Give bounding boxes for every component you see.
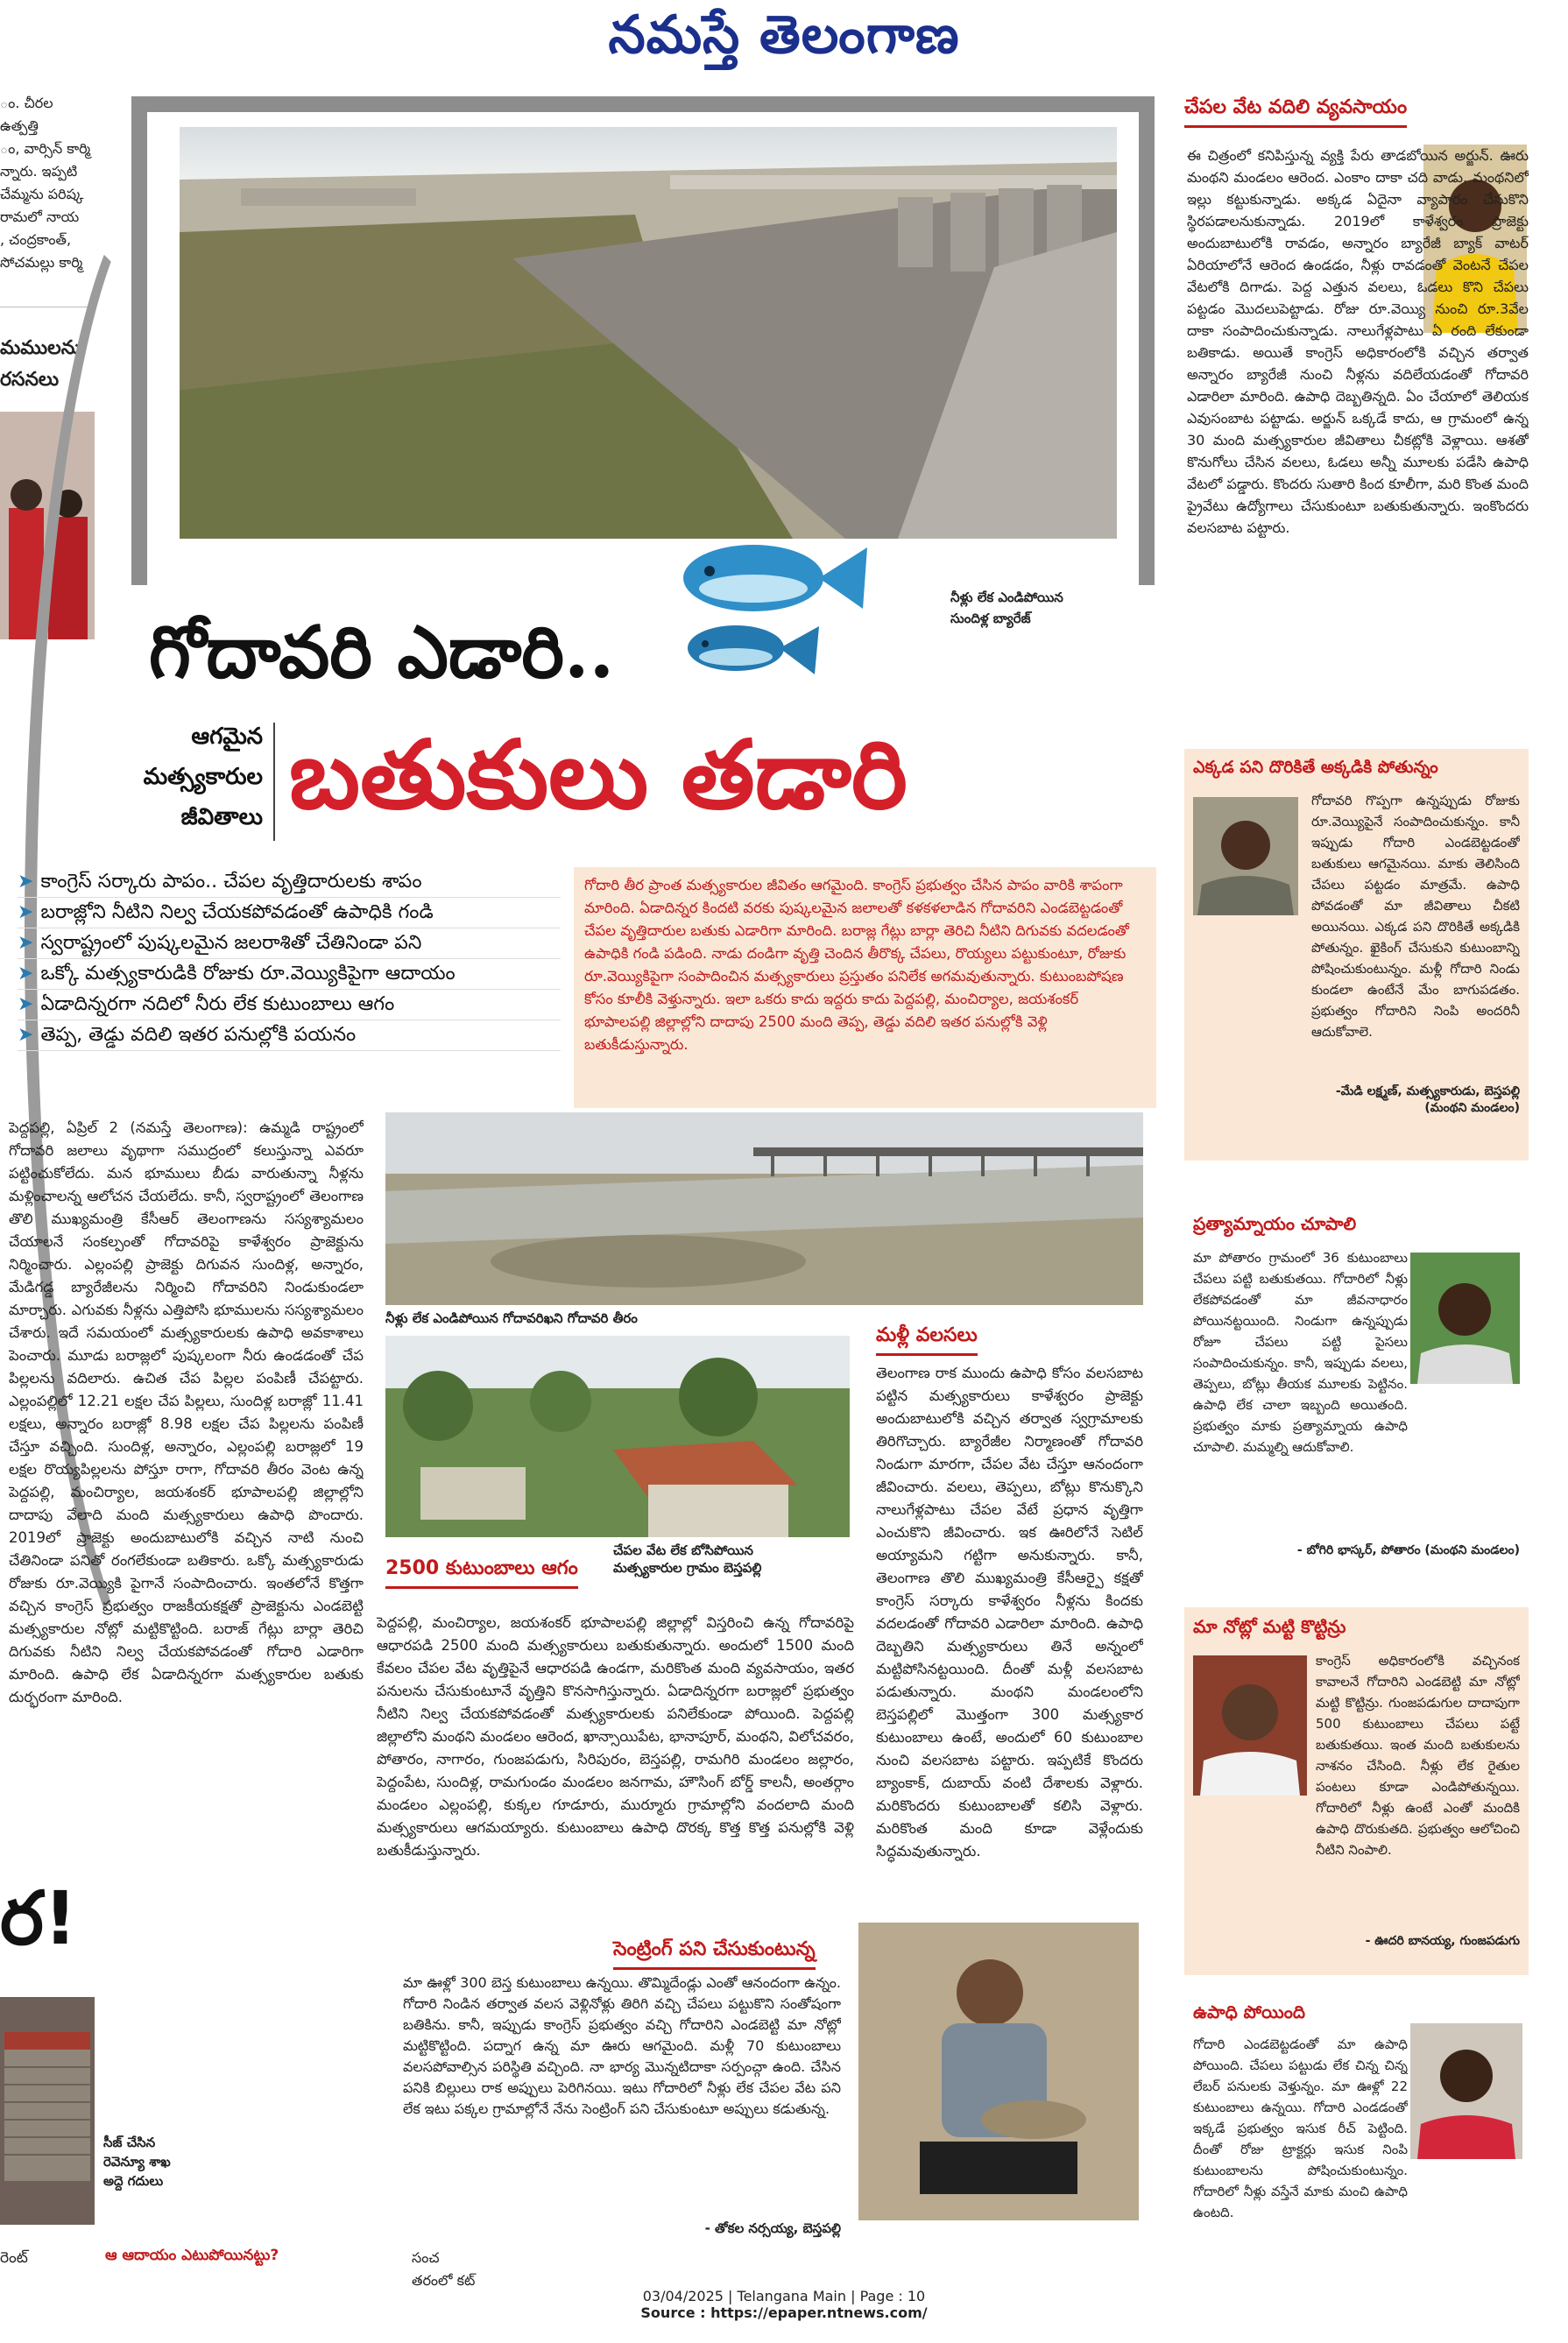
bullet-text: కాంగ్రెస్ సర్కారు పాపం.. చేపల వృత్తిదారులకు శాపం (40, 871, 422, 893)
left-strip-line: ం. చీరల ఉత్పత్తి (0, 95, 53, 134)
side-box-1-photo (1193, 797, 1298, 915)
headline-deck (140, 716, 263, 837)
bottom-word: తరంలో కట్ (412, 2272, 476, 2289)
person-photo-art (1193, 797, 1298, 915)
barrage-photo-caption (950, 587, 1117, 629)
migration-text: తెలంగాణ రాక ముందు ఉపాధి కోసం వలసబాట పట్టిన మత్స్యకారులు కాళేశ్వరం ప్రాజెక్టు అందుబాటులోకి వచ్చిన తర్వాత స్వగ్రామాలకు తిరిగొచ్చారు. బ్యారేజీల నిర్మాణంతో గోదావరి నిండుగా మారగా, చేపల వేట చేస్తూ ఆనందంగా జీవించారు. వలలు, తెప్పలు, బోట్లు కొనుక్కొని నాలుగేళ్లపాటు చేపల వేటే ప్రధాన వృత్తిగా ఎంచుకొని జీవించారు. ఇక ఊరిలోనే సెటిల్ అయ్యామని గట్టిగా అనుకున్నారు. కానీ, తెలంగాణ తొలి ముఖ్యమంత్రి కేసీఆర్పై కక్షతో కాంగ్రెస్ సర్కారు కాళేశ్వరం నీళ్లను కిందకు వదలడంతో గోదావరి ఎడారిలా మారింది. ఉపాధి దెబ్బతిని మత్స్యకారులు తినే అన్నంలో మట్టిపోసినట్టయింది. దీంతో మళ్లీ వలసబాట పడుతున్నారు. మంథని మండలంలోని బెస్తపల్లిలో మొత్తంగా 300 మత్స్యకార కుటుంబాలు ఉంటే, అందులో 60 కుటుంబాల నుంచి వలసబాట పట్టారు. ఇప్పటికే కొందరు బ్యాంకాక్, దుబాయ్ వంటి దేశాలకు వెళ్లారు. మరికొందరు కుటుంబాలతో కలిసి వెళ్లారు. మరికొంత మంది కూడా వెళ్లేందుకు సిద్ధమవుతున్నారు. (876, 1365, 1143, 1860)
side-box-4-text: గోదారి ఎండబెట్టడంతో మా ఉపాధి పోయింది. చేపలు పట్టుడు లేక చిన్న చిన్న లేబర్ పనులకు వెళ్తున్నం. మా ఊళ్లో 22 కుటుంబాలు ఉన్నయి. గోదారి ఎండడంతో ఇక్కడే ప్రభుత్వం ఇసుక రీచ్ పెట్టింది. దీంతో రోజు ట్రాక్టర్లు ఇసుక నింపి కుటుంబాలను పోషించుకుంటున్నం. గోదారిలో నీళ్లు వస్తేనే మాకు మంచి ఉపాధి ఉంటది. (1193, 2036, 1408, 2220)
bullet-item: ➤ తెప్ప, తెడ్డు వదిలి ఇతర పనుల్లోకి పయనం (18, 1020, 561, 1051)
right-story-text: ఈ చిత్రంలో కనిపిస్తున్న వ్యక్తి పేరు తాడబోయిన అర్జున్. ఊరు మంథని మండలం ఆరెంద. ఎంకాం దాకా చది వాడు. మంథనిలో ఇల్లు కట్టుకున్నాడు. అక్కడ ఏదైనా వ్యాపారం చేసుకొని స్థిరపడాలనుకున్నాడు. 2019లో కాళేశ్వరం ప్రాజెక్టు అందుబాటులోకి రావడం, అన్నారం బ్యారేజీ బ్యాక్ వాటర్ ఏరియాలోనే ఆరెంద ఉండడం, నీళ్లు రావడంతో వెంటనే చేపల వేటలోకి దిగాడు. పెద్ద ఎత్తున వలలు, ఓడలు కొని చేపలు పట్టడం మొదలుపెట్టాడు. రోజు రూ.వెయ్యి నుంచి రూ.3వేల దాకా సంపాదించుకున్నాడు. నాలుగేళ్లపాటు ఏ రంది లేకుండా బతికాడు. అయితే కాంగ్రెస్ అధికారంలోకి వచ్చిన తర్వాత అన్నారం బ్యారేజీ నుంచి నీళ్లను వదిలేయడంతో గోదావరి ఎడారిలా మారింది. ఉపాధి దెబ్బతిన్నది. ఏం చేయాలో తెలియక ఎవుసంబాట పట్టాడు. అర్జున్ ఒక్కడే కాదు, ఆ గ్రామంలో ఉన్న 30 మంది మత్స్యకారుల జీవితాలు చీకట్లోకి వెళ్లాయి. ఆశతో కొనుగోలు చేసిన వలలు, ఓడలు అన్నీ మూలకు పడేసి ఉపాధి వేటలో పడ్డారు. కొందరు సుతారి కింద కూలీగా, మరి కొంత మంది ప్రైవేటు ఉద్యోగాలు చేసుకుంటూ బతుకుతున్నారు. ఇంకొందరు వలసబాట పట్టారు. (1187, 147, 1529, 536)
deck-line: జీవితాలు (180, 804, 263, 830)
intro-text: గోదారి తీర ప్రాంత మత్స్యకారుల జీవితం ఆగమైంది. కాంగ్రెస్ ప్రభుత్వం చేసిన పాపం వారికి శాపంగా మారింది. ఏడాదిన్నర కిందటి వరకు పుష్కలమైన జలాలతో కళకళలాడిన గోదావరిని ఎండబెట్టడంతో చేపల వృత్తిదారుల బతుకు ఎడారిగా మారింది. బరాజ్ల గేట్లు బార్లా తెరిచి నీటిని దిగువకు వదలడంతో ఉపాధికి గండి పడింది. నాడు దండిగా వృత్తి చెందిన తీరొక్క చేపలు, రొయ్యలు పట్టుకుంటూ, రోజుకు రూ.వెయ్యికిపైగా సంపాదించిన మత్స్యకారులు ప్రస్తుతం పనిలేక అగమవుతున్నారు. కుటుంబపోషణ కోసం కూలీకి వెళ్తున్నారు. ఇలా ఒకరు కాదు ఇద్దరు కాదు పెద్దపల్లి, మంచిర్యాల, జయశంకర్ భూపాలపల్లి జిల్లాల్లోని దాదాపు 2500 మంది తెప్ప, తెడ్డు వదిలి ఇతర పనుల్లోకి వెళ్లి బతుకీడుస్తున్నారు. (584, 877, 1129, 1053)
side-box-2-text-wrap (1193, 1247, 1408, 1536)
shop-photo-art (0, 1997, 95, 2225)
footer (609, 2288, 959, 2321)
side-box-1 (1184, 749, 1529, 1161)
left-strip-line: చేమ్మను పరిష్క (0, 186, 84, 202)
right-story-kicker (1184, 96, 1407, 128)
side-box-3-head: మా నోట్లో మట్టి కొట్టిన్రు (1193, 1616, 1346, 1637)
side-box-2-quote: - బోగిరి భాస్కర్, పోతారం (మంథని మండలం) (1296, 1543, 1520, 1557)
centering-photo-art (858, 1923, 1139, 2220)
deck-line: ఆగమైన (191, 723, 263, 750)
side-box-3-quote: - ఊదరి బానయ్య, గుంజపడుగు (1365, 1934, 1520, 1948)
bullet-item: ➤ కాంగ్రెస్ సర్కారు పాపం.. చేపల వృత్తిదారులకు శాపం (18, 867, 561, 898)
bullet-text: బరాజ్లోని నీటిని నిల్వ చేయకపోవడంతో ఉపాధికి గండి (40, 901, 434, 923)
centering-quote: - తోకల నర్సయ్య, బెస్తపల్లి (704, 2220, 841, 2236)
side-box-4-photo (1410, 2023, 1522, 2159)
bottom-word: సంచ (412, 2249, 440, 2266)
river-photo-caption: నీళ్లు లేక ఎండిపోయిన గోదావరిఖని గోదావరి తీరం (385, 1310, 638, 1326)
side-box-1-quote2: (మంథని మండలం) (1424, 1101, 1520, 1115)
river-photo-art (385, 1112, 1143, 1305)
river-photo (385, 1112, 1143, 1305)
village-caption-line: మత్స్యకారుల గ్రామం బెస్తపల్లి (613, 1560, 762, 1576)
left-strip-line: , చంద్రకాంత్, (0, 231, 72, 248)
caption-line: నీళ్లు లేక ఎండిపోయిన (950, 589, 1063, 605)
side-box-3 (1184, 1607, 1529, 1975)
bullet-text: ఒక్కో మత్స్యకారుడికి రోజుకు రూ.వెయ్యికిపైగా ఆదాయం (40, 963, 456, 984)
side-box-2-head: ప్రత్యామ్నాయం చూపాలి (1193, 1213, 1357, 1234)
side-box-2 (1184, 1204, 1529, 1590)
families-kicker: 2500 కుటుంబాలు ఆగం (385, 1557, 578, 1589)
left-strip-shop-photo (0, 1997, 95, 2225)
barrage-photo-art (180, 127, 1117, 539)
footer-source: Source : https://epaper.ntnews.com/ (640, 2304, 928, 2321)
shop-photo-caption (103, 2133, 226, 2191)
left-strip-line: న్నారు. ఇప్పటి (0, 163, 78, 180)
families-text: పెద్దపల్లి, మంచిర్యాల, జయశంకర్ భూపాలపల్లి జిల్లాల్లో విస్తరించి ఉన్న గోదావరిపై ఆధారపడి 2500 మంది మత్స్యకారులు బతుకుతున్నారు. అందులో 1500 మంది కేవలం చేపల వేట వృత్తిపైనే ఆధారపడి ఉండగా, మరికొంత మంది వ్యవసాయం, ఇతర పనులను చేసుకుంటూనే వృత్తిని కొనసాగిస్తున్నారు. ఏడాదిన్నరగా బరాజ్లలో ప్రభుత్వం నీటిని నిల్వ చేయకపోవడంతో మత్స్యకారులకు పనిలేకుండా పోయింది. పెద్దపల్లి జిల్లాలోని మంథని మండలం ఆరెంద, ఖాన్సాయిపేట, భానాపూర్, మంథని, విలోచవరం, పోతారం, నాగారం, గుంజపడుగు, సిరిపురం, బెస్తపల్లి, రామగిరి మండలం జల్లారం, పెద్దంపేట, సుందిళ్ల, రామగుండం మండలం జనగామ, హౌసింగ్ బోర్డ్ కాలనీ, అంతర్గాం మండలం ఎల్లంపల్లి, కుక్కల గూడూరు, ముర్మూరు గ్రామాల్లోని వందలాది మంది మత్స్యకారులు ఆగమయ్యారు. కుటుంబాలు ఉపాధి దొరక్క కొత్త కొత్త పనుల్లోకి వెళ్లి బతుకీడుస్తున్నారు. (377, 1614, 854, 1859)
masthead-title: నమస్తే తెలంగాణ (608, 4, 960, 66)
migration-column (876, 1362, 1143, 1923)
families-column (377, 1612, 854, 1927)
migration-kicker: మళ్లీ వలసలు (876, 1324, 978, 1356)
barrage-photo (180, 127, 1117, 539)
side-box-2-photo (1410, 1253, 1520, 1384)
person-photo-art (1410, 1253, 1520, 1384)
village-caption-line: చేపల వేట లేక బోసిపోయిన (613, 1542, 753, 1558)
caption-line: సుందిళ్ల బ్యారేజ్ (950, 610, 1031, 626)
footer-date-page: 03/04/2025 | Telangana Main | Page : 10 (642, 2288, 926, 2304)
bottom-left-words (412, 2247, 587, 2292)
side-box-1-quote: -మేడి లక్ష్మణ్, మత్స్యకారుడు, బెస్తపల్లి (1335, 1084, 1520, 1098)
masthead (0, 0, 1568, 70)
bullet-text: ఏడాదిన్నరగా నదిలో నీరు లేక కుటుంబాలు ఆగం (40, 993, 395, 1015)
left-strip-big-fragment: ర! (0, 1875, 78, 1961)
bullet-item: ➤ స్వరాష్ట్రంలో పుష్కలమైన జలరాశితో చేతినిండా పని (18, 928, 561, 959)
headline-main: గోదావరి ఎడారి.. (149, 610, 615, 695)
village-photo-art (385, 1336, 850, 1537)
village-photo (385, 1336, 850, 1537)
left-strip-line: ం, వార్సిన్ కార్మి (0, 140, 91, 157)
centering-column (403, 1972, 841, 2235)
left-strip-line: సోచమల్లు కార్మి (0, 254, 83, 271)
side-box-4-head: ఉపాధి పోయింది (1193, 2001, 1306, 2022)
left-strip-mid-line: మములను (0, 337, 81, 359)
shop-caption-line: సీజ్ చేసిన (103, 2135, 156, 2150)
side-box-3-photo (1193, 1655, 1307, 1796)
bullet-list (18, 867, 561, 1051)
bullet-item: ➤ బరాజ్లోని నీటిని నిల్వ చేయకపోవడంతో ఉపాధికి గండి (18, 898, 561, 928)
headline-deck-rule (273, 723, 275, 841)
side-box-1-text: గోదావరి గొప్పగా ఉన్నప్పుడు రోజుకు రూ.వెయ్యిపైనే సంపాదించుకున్నం. కానీ ఇప్పుడు గోదారి ఎండబెట్టడంతో బతుకులు ఆగమైనయి. మాకు తెలిసింది చేపలు పట్టడం మాత్రమే. ఉపాధి పోవడంతో మా జీవితాలు చీకటి అయినయి. ఎక్కడ పని దొరికితే అక్కడికి పోతున్నం. ఖైకింగ్ చేసుకుని కుటుంబాన్ని పోషించుకుంటున్నం. మళ్లీ గోదారి నిండు కుండలా ఉంటేనే మేం బాగుపడతం. ప్రభుత్వం గోదారిని నింపి అందరినీ ఆదుకోవాలె. (1311, 793, 1520, 1040)
bullet-item: ➤ ఒక్కో మత్స్యకారుడికి రోజుకు రూ.వెయ్యికిపైగా ఆదాయం (18, 959, 561, 990)
person-photo-art (1193, 1655, 1307, 1796)
centering-text: మా ఊళ్లో 300 బెస్త కుటుంబాలు ఉన్నయి. తొమ్మిదేండ్లు ఎంతో ఆనందంగా ఉన్నం. గోదారి నిండిన తర్వాత వలస వెళ్లినోళ్లు తిరిగి వచ్చి చేపలు పట్టుకొని సంతోషంగా బతికిను. కానీ, ఇప్పుడు కాంగ్రెస్ ప్రభుత్వం వచ్చి గోదారిని ఎండబెట్టి మా నోట్లో మట్టికొట్టింది. పద్నాగ ఉన్న మా ఊరు ఆగమైంది. మళ్లీ 70 కుటుంబాలు వలసపోవాల్సిన పరిస్థితి వచ్చింది. నా భార్య మొన్నటిదాకా సర్పంచ్గా ఉంది. చేసిన పనికి బిల్లులు రాక అప్పులు పెరిగినయి. ఇటు గోదారిలో నీళ్లు లేక చేపల వేట పని లేక ఇటు పక్కల గ్రామాల్లోనే నేను సెంట్రింగ్ పని చేసుకుంటూ అప్పులు కడుతున్న. (403, 1974, 841, 2117)
left-column (9, 1117, 364, 1888)
side-box-1-head: ఎక్కడ పని దొరికితే అక్కడికి పోతున్నం (1193, 758, 1438, 777)
left-column-text: పెద్దపల్లి, ఏప్రిల్ 2 (నమస్తే తెలంగాణ): ఉమ్మడి రాష్ట్రంలో గోదావరి జలాలు వృథాగా సముద్రంలో కలుస్తున్నా ఎవరూ పట్టించుకోలేదు. మన భూములు బీడు వారుతున్నా నీళ్లను మళ్లించాలన్న ఆలోచన చేయలేదు. కానీ, స్వరాష్ట్రంలో తెలంగాణ తొలి ముఖ్యమంత్రి కేసీఆర్ తెలంగాణను సస్యశ్యామలం చేయాలనే సంకల్పంతో గోదావరిపై కాళేశ్వరం ప్రాజెక్టును నిర్మించారు. ఎల్లంపల్లి ప్రాజెక్టు దిగువన సుందిళ్ల, అన్నారం, మేడిగడ్డ బ్యారేజీలను నిర్మించి గోదావరిని నిండుకుండలా మార్చారు. ఎగువకు నీళ్లను ఎత్తిపోసి భూములను సస్యశ్యామలం చేశారు. ఇదే సమయంలో మత్స్యకారులకు ఉపాధి అవకాశాలు పెంచారు. మూడు బరాజ్లలో పుష్కలంగా నీరు ఉండడంతో చేప పిల్లలను వదిలారు. ఉచిత చేప పిల్లల పంపిణీ చేపట్టారు. ఎల్లంపల్లిలో 12.21 లక్షల చేప పిల్లలు, సుందిళ్ల బరాజ్లో 11.41 లక్షలు, అన్నారం బరాజ్లో 8.98 లక్షల చేప పిల్లలను పంపిణీ చేస్తూ వచ్చింది. సుందిళ్ల, అన్నారం, ఎల్లంపల్లి బరాజ్లలో 19 లక్షల రొయ్యపిల్లలను పోస్తూ రాగా, గోదావరి తీరం వెంట ఉన్న పెద్దపల్లి, మంచిర్యాల, జయశంకర్ భూపాలపల్లి జిల్లాల్లోని దాదాపు వేలాది మంది మత్స్యకారులు ఉపాధి పొందారు. 2019లో ప్రాజెక్టు అందుబాటులోకి వచ్చిన నాటి నుంచి చేతినిండా పనితో రంగలేకుండా బతికారు. ఒక్కో మత్స్యకారుడు రోజుకు రూ.వెయ్యికి పైగానే సంపాదించారు. ఇంతలోనే కొత్తగా వచ్చిన కాంగ్రెస్ ప్రభుత్వం రాజకీయకక్షతో ప్రాజెక్టును ఎండబెట్టి మత్స్యకారుల నోట్లో మట్టికొట్టింది. బరాజ్ గేట్లు బార్లా తెరిచి దిగువకు నీటిని నిల్వ చేయకపోవడంతో గోదారి ఎడారిగా మారింది. ఉపాధి లేక ఏడాదిన్నరగా మత్స్యకారుల బతుకు దుర్భరంగా మారింది. (9, 1119, 364, 1705)
right-story-column (1187, 145, 1529, 731)
bullet-text: తెప్ప, తెడ్డు వదిలి ఇతర పనుల్లోకి పయనం (40, 1024, 357, 1046)
shop-caption-line: అద్దె గదులు (103, 2173, 164, 2189)
side-box-2-text: మా పోతారం గ్రామంలో 36 కుటుంబాలు చేపలు పట్టి బతుకుతయి. గోదారిలో నీళ్లు లేకపోవడంతో మా జీవనాధారం పోయినట్టయింది. నిండుగా ఉన్నప్పుడు రోజూ చేపలు పట్టి పైసలు సంపాదించుకున్నం. కానీ, ఇప్పుడు వలలు, తెప్పలు, బోట్లు తీయక మూలకు పెట్టినం. ఉపాధి లేక చాలా ఇబ్బంది అయితంది. ప్రభుత్వం మాకు ప్రత్యామ్నాయ ఉపాధి చూపాలి. మమ్మల్ని ఆదుకోవాలి. (1193, 1250, 1408, 1455)
side-box-4-text-wrap (1193, 2034, 1408, 2288)
centering-photo (858, 1923, 1139, 2220)
bullet-text: స్వరాష్ట్రంలో పుష్కలమైన జలరాశితో చేతినిండా పని (40, 932, 422, 954)
deck-line: మత్స్యకారుల (143, 764, 263, 790)
shop-caption-line: రెవెన్యూ శాఖ (103, 2154, 171, 2170)
headline-secondary: బతుకులు తడారి (289, 720, 908, 830)
left-strip-mid-line: రసనలు (0, 369, 60, 391)
side-box-3-text: కాంగ్రెస్ అధికారంలోకి వచ్చినంక కావాలనే గోదారిని ఎండబెట్టి మా నోట్లో మట్టి కొట్టిన్రు. గుంజపడుగుల దాదాపుగా 500 కుటుంబాలు చేపలు పట్టే బతుకుతయి. ఇంత మంది బతుకులను నాశనం చేసింది. నీళ్లు లేక రైతుల పంటలు కూడా ఎండిపోతున్నయి. గోదారిలో నీళ్లు ఉంటే ఎంతో మందికి ఉపాధి దొరుకుతది. ప్రభుత్వం ఆలోచించి నీటిని నింపాలి. (1316, 1653, 1520, 1858)
left-strip-bottom-word: రెంట్ (0, 2249, 28, 2267)
left-strip-line: రామలో నాయ (0, 208, 80, 225)
intro-box (574, 867, 1156, 1108)
person-photo-art (1410, 2023, 1522, 2159)
right-story-kicker-text: చేపల వేట వదిలి వ్యవసాయం (1184, 96, 1407, 128)
side-box-4 (1184, 1993, 1529, 2299)
left-strip-red-caption: ఆ ఆదాయం ఎటుపోయినట్టు? (105, 2247, 279, 2264)
bullet-item: ➤ ఏడాదిన్నరగా నదిలో నీరు లేక కుటుంబాలు ఆగం (18, 990, 561, 1020)
left-strip-top (0, 92, 95, 274)
village-caption (613, 1542, 858, 1577)
centering-kicker: సెంట్రింగ్ పని చేసుకుంటున్న (613, 1938, 816, 1970)
